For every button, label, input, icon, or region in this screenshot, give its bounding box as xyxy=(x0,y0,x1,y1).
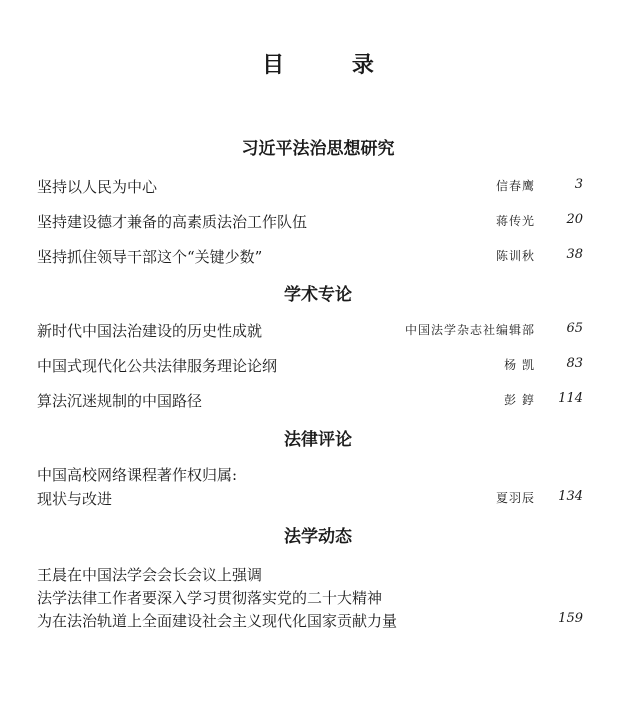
entry-title: 中国式现代化公共法律服务理论论纲 xyxy=(37,357,278,375)
news-line[interactable]: 王晨在中国法学会会长会议上强调 xyxy=(37,566,263,584)
entry-page-number: 3 xyxy=(574,177,583,192)
section-heading-legal-review: 法律评论 xyxy=(284,430,352,450)
toc-entry[interactable] xyxy=(37,211,583,233)
entry-page-number: 38 xyxy=(566,247,583,262)
entry-title-line2: 现状与改进 xyxy=(37,490,113,508)
section-heading-xi-rule-of-law: 习近平法治思想研究 xyxy=(241,139,395,159)
entry-title: 坚持建设德才兼备的高素质法治工作队伍 xyxy=(37,213,308,231)
entry-title: 坚持抓住领导干部这个“关键少数” xyxy=(37,248,263,266)
entry-author: 陈训秋 xyxy=(495,249,535,263)
toc-entry[interactable] xyxy=(37,246,583,268)
entry-title: 新时代中国法治建设的历史性成就 xyxy=(37,322,263,340)
toc-entry[interactable] xyxy=(37,320,583,342)
toc-title: 目 录 xyxy=(262,52,404,78)
section-heading-legal-news: 法学动态 xyxy=(284,527,352,547)
entry-author: 彭 錞 xyxy=(504,393,535,407)
section-heading-academic: 学术专论 xyxy=(284,285,352,305)
entry-author: 杨 凯 xyxy=(504,358,535,372)
toc-entry[interactable] xyxy=(37,176,583,198)
entry-title: 中国高校网络课程著作权归属: xyxy=(37,466,238,484)
entry-title: 算法沉迷规制的中国路径 xyxy=(37,392,203,410)
toc-entry[interactable] xyxy=(37,355,583,377)
news-line[interactable]: 为在法治轨道上全面建设社会主义现代化国家贡献力量 xyxy=(37,612,398,630)
news-line[interactable]: 法学法律工作者要深入学习贯彻落实党的二十大精神 xyxy=(37,589,383,607)
toc-entry[interactable] xyxy=(37,390,583,412)
entry-page-number: 20 xyxy=(566,212,583,227)
entry-page-number: 65 xyxy=(566,321,583,336)
entry-author: 信春鹰 xyxy=(495,179,535,193)
toc-entry[interactable] xyxy=(37,464,583,510)
entry-page-number: 83 xyxy=(566,356,583,371)
entry-page-number: 134 xyxy=(558,489,583,504)
entry-author: 中国法学杂志社编辑部 xyxy=(404,323,535,337)
entry-author: 蒋传光 xyxy=(495,214,535,228)
entry-page-number: 114 xyxy=(558,391,583,406)
entry-author: 夏羽辰 xyxy=(495,491,535,505)
news-page-number: 159 xyxy=(558,611,583,626)
entry-title: 坚持以人民为中心 xyxy=(37,178,158,196)
